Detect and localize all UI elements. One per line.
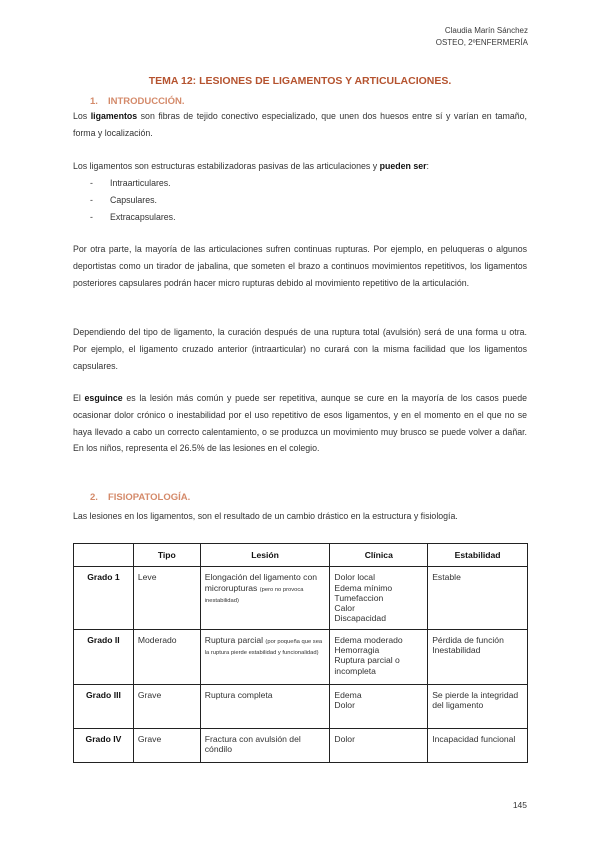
- list-item: [90, 209, 176, 226]
- bullet-list: [90, 175, 176, 225]
- clinica-line: Ruptura parcial o incompleta: [334, 655, 400, 676]
- tipo-cell: Grave: [133, 728, 200, 762]
- bullet-dash: -: [90, 211, 93, 222]
- estabilidad-cell: Se pierde la integridad del ligamento: [428, 684, 528, 728]
- grade-cell: Grado 1: [74, 567, 134, 629]
- page-number: 145: [512, 800, 527, 810]
- estabilidad-cell: Pérdida de función Inestabilidad: [428, 629, 528, 684]
- table-row: [74, 684, 528, 728]
- list-item: [90, 175, 176, 192]
- tipo-cell: Moderado: [133, 629, 200, 684]
- clinica-line: Calor: [334, 603, 355, 614]
- list-item-text: Capsulares.: [110, 194, 157, 205]
- tipo-cell: Grave: [133, 684, 200, 728]
- text-span: es la lesión más común y puede ser repetitiva, aunque se cure en la mayoría de los casos puede ocasionar dolor crónico o inestabilidad por el uso repetitivo de esos ligamentos, y en el momento en el que no se haya llevado a cabo un correcto calentamiento, o se produzca un movimiento muy brusco se puede volver a dañar. En los niños, representa el 26.5% de las lesiones en el colegio.: [73, 393, 527, 454]
- section-number: 1.: [90, 96, 98, 107]
- tipo-cell: Leve: [133, 567, 200, 629]
- grados-table: [73, 543, 528, 763]
- text-span: Los: [73, 111, 91, 121]
- bullet-dash: -: [90, 178, 93, 188]
- table-header-row: [74, 544, 528, 567]
- course-name: OSTEO, 2ºENFERMERÍA: [435, 38, 528, 47]
- column-header: Clínica: [330, 544, 428, 567]
- author-name: Claudia Marín Sánchez: [444, 26, 528, 35]
- clinica-line: Edema mínimo: [334, 582, 393, 593]
- paragraph-esguince: [73, 390, 527, 457]
- lesion-cell: [200, 629, 330, 684]
- paragraph-fisiopatologia: Las lesiones en los ligamentos, son el resultado de un cambio drástico en la estructura y fisiología.: [73, 511, 458, 521]
- estabilidad-cell: Estable: [428, 567, 528, 629]
- section-number: 2.: [90, 492, 98, 503]
- list-item-text: Extracapsulares.: [110, 211, 176, 222]
- page-header: [436, 25, 528, 49]
- lesion-cell: Ruptura completa: [200, 684, 330, 728]
- grade-cell: Grado II: [74, 629, 134, 684]
- column-header: [74, 544, 134, 567]
- list-item-text: Intraarticulares.: [110, 178, 171, 188]
- section-title: FISIOPATOLOGÍA.: [107, 492, 191, 503]
- clinica-line: Dolor local: [334, 572, 375, 583]
- text-span: :: [426, 161, 429, 171]
- clinica-cell: [330, 567, 428, 629]
- paragraph-estructuras: [73, 158, 527, 175]
- section-heading-fisiopatologia: [90, 492, 190, 503]
- column-header: Tipo: [133, 544, 200, 567]
- table-row: [74, 567, 528, 629]
- clinica-cell: [330, 629, 428, 684]
- section-title: INTRODUCCIÓN.: [107, 96, 185, 107]
- bold-term: pueden ser: [379, 161, 427, 171]
- clinica-cell: [330, 684, 428, 728]
- lesion-cell: [200, 567, 330, 629]
- lesion-cell: Fractura con avulsión del cóndilo: [200, 728, 330, 762]
- bold-term: ligamentos: [90, 111, 138, 121]
- clinica-line: Hemorragia: [334, 645, 380, 656]
- page-title: TEMA 12: LESIONES DE LIGAMENTOS Y ARTICULACIONES.: [148, 75, 452, 87]
- text-span: Los ligamentos son estructuras estabilizadoras pasivas de las articulaciones y: [73, 161, 380, 171]
- table-row: [74, 629, 528, 684]
- lesion-note: (por poqueña que sea la ruptura pierde estabilidad y funcionalidad): [204, 638, 323, 656]
- table-row: [74, 728, 528, 762]
- column-header: Lesión: [200, 544, 330, 567]
- clinica-line: Dolor: [334, 733, 355, 744]
- clinica-line: Dolor: [334, 700, 355, 711]
- grade-cell: Grado III: [74, 684, 134, 728]
- lesion-text: Elongación del ligamento con microrupturas: [204, 572, 318, 593]
- clinica-line: Tumefaccion: [334, 592, 384, 603]
- lesion-note: (pero no provoca inestabilidad): [204, 586, 304, 604]
- estabilidad-cell: Incapacidad funcional: [428, 728, 528, 762]
- column-header: Estabilidad: [428, 544, 528, 567]
- text-span: El: [73, 393, 85, 403]
- paragraph-avulsion: Dependiendo del tipo de ligamento, la curación después de una ruptura total (avulsión) será de una forma u otra. Por ejemplo, el ligamento cruzado anterior (intraarticular) no curará con la misma facilidad que los ligamentos capsulares.: [73, 327, 527, 371]
- bullet-dash: -: [90, 194, 93, 205]
- paragraph-ligamentos: [73, 108, 527, 142]
- clinica-line: Discapacidad: [334, 613, 386, 624]
- clinica-line: Edema: [334, 689, 362, 700]
- paragraph-rupturas: Por otra parte, la mayoría de las articulaciones sufren continuas rupturas. Por ejemplo, en peluqueras o algunos deportistas como un tirador de jabalina, que someten el brazo a continuos movimientos repetitivos, los ligamentos posteriores capsulares podrán hacer micro rupturas debido al movimiento repetitivo de la articulación.: [73, 244, 527, 288]
- text-span: son fibras de tejido conectivo especializado, que unen dos huesos entre sí y varían en tamaño, forma y localización.: [73, 111, 527, 138]
- section-heading-introduccion: [90, 96, 184, 107]
- clinica-cell: [330, 728, 428, 762]
- clinica-line: Edema moderado: [334, 634, 403, 645]
- list-item: [90, 192, 176, 209]
- lesion-text: Ruptura parcial: [204, 634, 264, 645]
- bold-term: esguince: [84, 393, 123, 403]
- grade-cell: Grado IV: [74, 728, 134, 762]
